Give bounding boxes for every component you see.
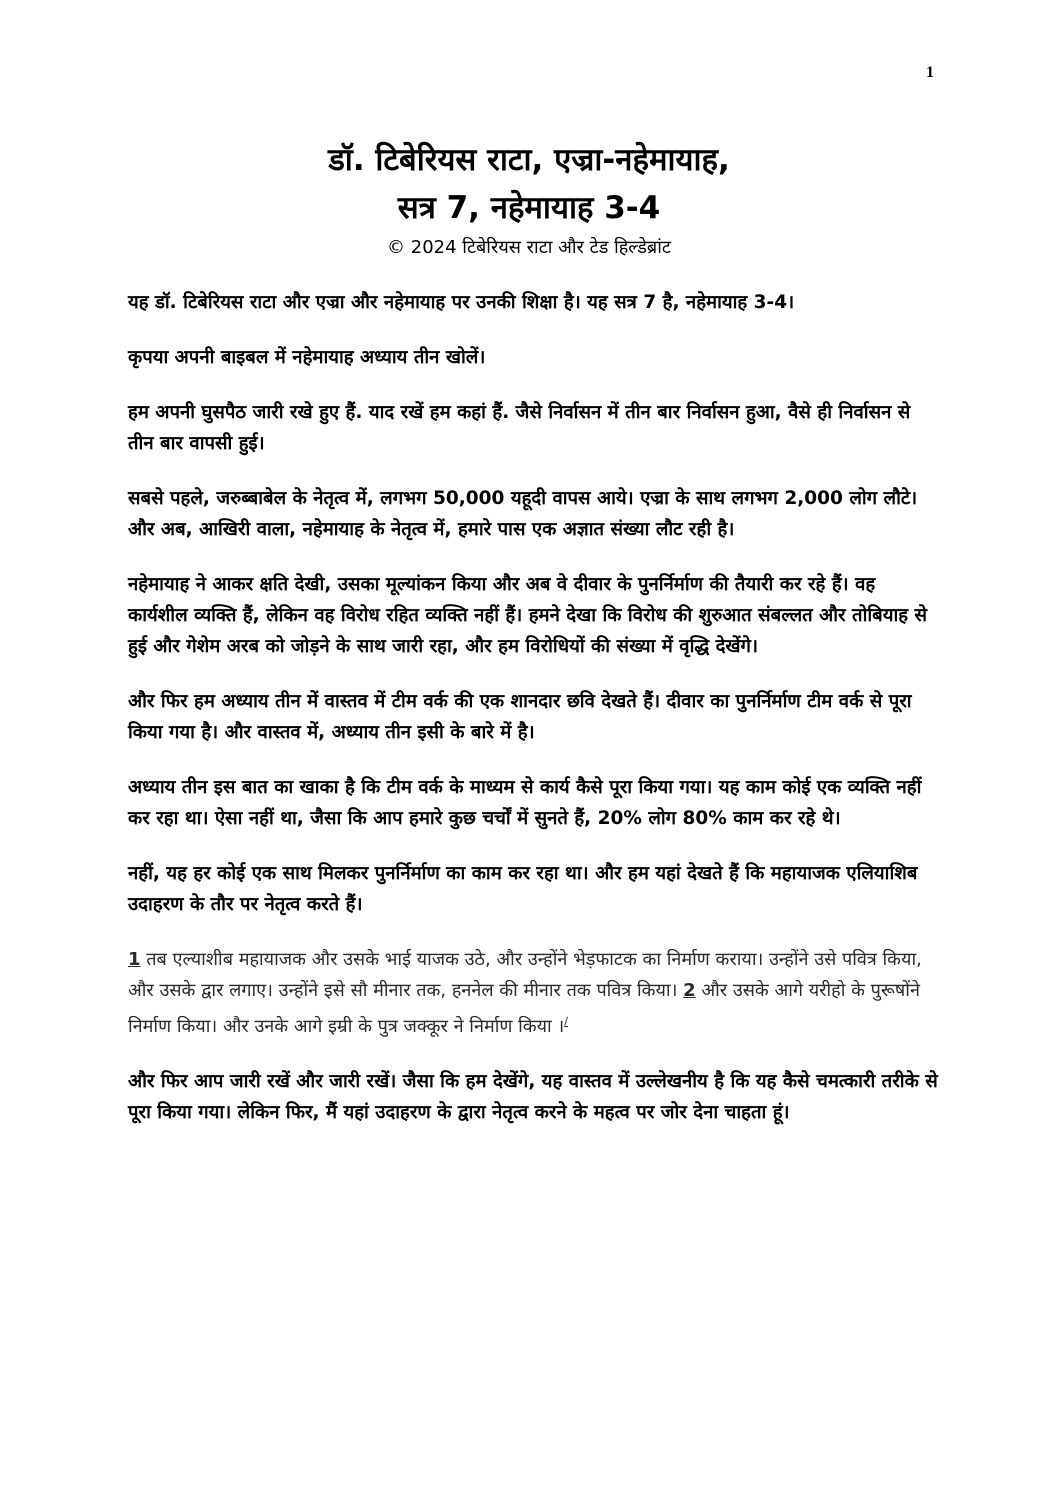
verse-text-2: और उसके आगे यरीहो के पुरूषोंने निर्माण किया। और उनके आगे इम्री के पुत्र जक्कूर ने निर्माण किया । — [128, 980, 920, 1037]
document-header — [0, 136, 1058, 262]
paragraph-blueprint: अध्याय तीन इस बात का खाका है कि टीम वर्क के माध्यम से कार्य कैसे पूरा किया गया। यह काम कोई एक व्यक्ति नहीं कर रहा था। ऐसा नहीं था, जैसा कि आप हमारे कुछ चर्चों में सुनते हैं, 20% लोग 80% काम कर रहे थे। — [128, 777, 922, 829]
footnote-marker[interactable]: / — [564, 1015, 568, 1028]
verse-text-1: तब एल्याशीब महायाजक और उसके भाई याजक उठे, और उन्होंने भेड़फाटक का निर्माण कराया। उन्होंने उसे पवित्र किया, और उसके द्वार लगाए। उन्होंने इसे सौ मीनार तक, हननेल की मीनार तक पवित्र किया। — [128, 949, 922, 1001]
paragraph-closing: और फिर आप जारी रखें और जारी रखें। जैसा कि हम देखेंगे, यह वास्तव में उल्लेखनीय है कि यह कैसे चमत्कारी तरीके से पूरा किया गया। लेकिन फिर, मैं यहां उदाहरण के द्वारा नेतृत्व करने के महत्व पर जोर देना चाहता हूं। — [128, 1071, 938, 1123]
paragraph-returns: सबसे पहले, जरुब्बाबेल के नेतृत्व में, लगभग 50,000 यहूदी वापस आये। एज्रा के साथ लगभग 2,000 लोग लौटे। और अब, आखिरी वाला, नहेमायाह के नेतृत्व में, हमारे पास एक अज्ञात संख्या लौट रही है। — [128, 488, 918, 540]
paragraph-exile: हम अपनी घुसपैठ जारी रखे हुए हैं. याद रखें हम कहां हैं. जैसे निर्वासन में तीन बार निर्वासन हुआ, वैसे ही निर्वासन से तीन बार वापसी हुई। — [128, 402, 911, 454]
title-line-2: सत्र 7, नहेमायाह 3-4 — [397, 190, 661, 226]
scripture-quote — [128, 944, 938, 1042]
page-number: 1 — [926, 64, 934, 81]
paragraph-open-bible: कृपया अपनी बाइबल में नहेमायाह अध्याय तीन खोलें। — [128, 347, 486, 368]
paragraph-high-priest: नहीं, यह हर कोई एक साथ मिलकर पुनर्निर्माण का काम कर रहा था। और हम यहां देखते हैं कि महायाजक एलियाशिब उदाहरण के तौर पर नेतृत्व करते हैं। — [128, 863, 918, 915]
title-line-1: डॉ. टिबेरियस राटा, एज्रा-नहेमायाह, — [328, 142, 730, 178]
paragraph-intro: यह डॉ. टिबेरियस राटा और एज्रा और नहेमायाह पर उनकी शिक्षा है। यह सत्र 7 है, नहेमायाह 3-4। — [128, 292, 795, 313]
paragraph-opposition: नहेमायाह ने आकर क्षति देखी, उसका मूल्यांकन किया और अब वे दीवार के पुनर्निर्माण की तैयारी कर रहे हैं। वह कार्यशील व्यक्ति हैं, लेकिन वह विरोध रहित व्यक्ति नहीं हैं। हमने देखा कि विरोध की शुरुआत संबल्लत और तोबियाह से हुई और गेशेम अरब को जोड़ने के साथ जारी रहा, और हम विरोधियों की संख्या में वृद्धि देखेंगे। — [128, 574, 928, 657]
document-body — [128, 287, 938, 1152]
copyright-line: © 2024 टिबेरियस राटा और टेड हिल्डेब्रांट — [387, 237, 671, 258]
paragraph-teamwork: और फिर हम अध्याय तीन में वास्तव में टीम वर्क की एक शानदार छवि देखते हैं। दीवार का पुनर्निर्माण टीम वर्क से पूरा किया गया है। और वास्तव में, अध्याय तीन इसी के बारे में है। — [128, 691, 912, 743]
verse-number-2[interactable]: 2 — [683, 980, 696, 1001]
verse-number-1[interactable]: 1 — [128, 949, 141, 970]
